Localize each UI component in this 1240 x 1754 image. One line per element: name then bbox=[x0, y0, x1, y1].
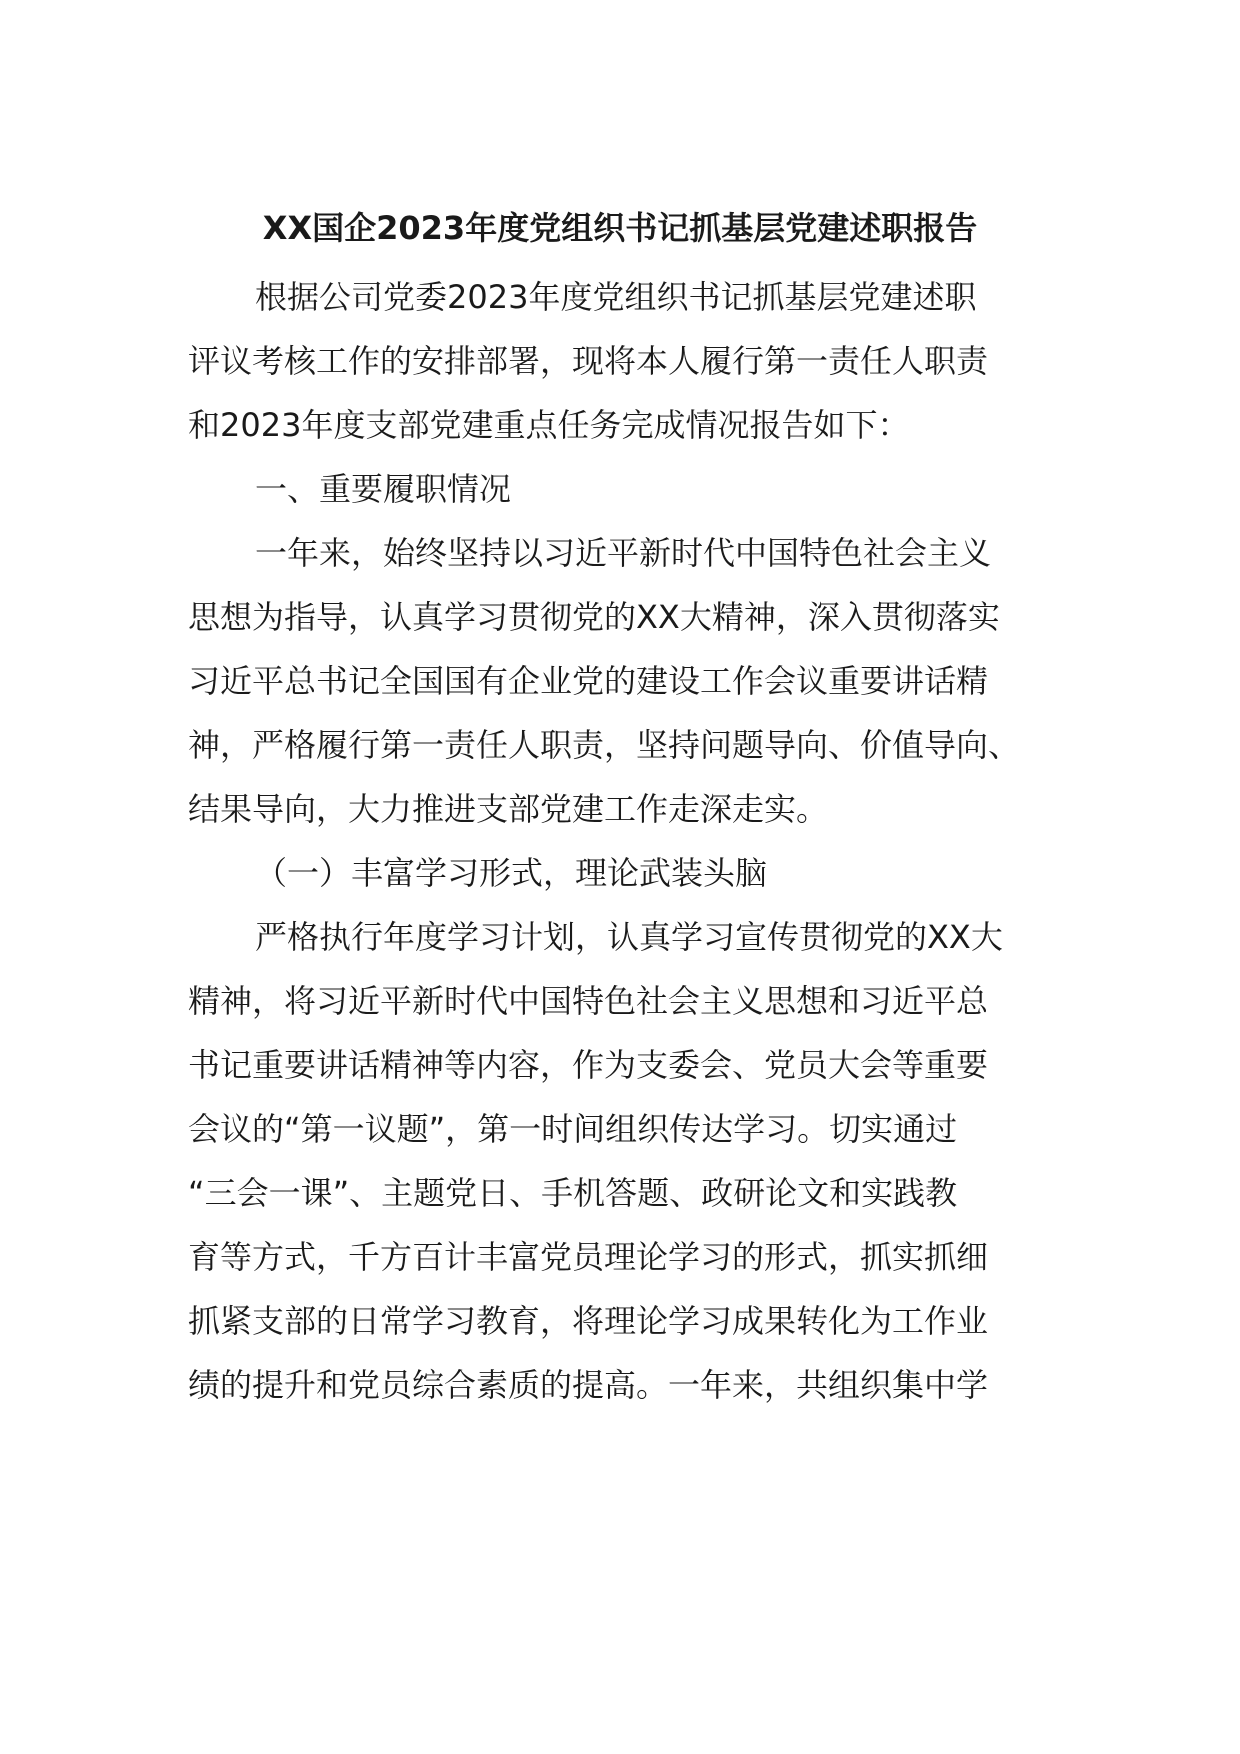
body-line-13: 书记重要讲话精神等内容，作为支委会、党员大会等重要 bbox=[188, 1046, 989, 1084]
body-line-3: 和2023年度支部党建重点任务完成情况报告如下： bbox=[188, 406, 910, 444]
document-title: XX国企2023年度党组织书记抓基层党建述职报告 bbox=[262, 209, 978, 247]
body-line-14: 会议的“第一议题”，第一时间组织传达学习。切实通过 bbox=[188, 1110, 958, 1148]
body-line-12: 精神，将习近平新时代中国特色社会主义思想和习近平总 bbox=[188, 982, 989, 1020]
body-line-17: 抓紧支部的日常学习教育，将理论学习成果转化为工作业 bbox=[188, 1302, 989, 1340]
body-line-1: 根据公司党委2023年度党组织书记抓基层党建述职 bbox=[255, 278, 977, 316]
body-line-5: 一年来，始终坚持以习近平新时代中国特色社会主义 bbox=[255, 534, 992, 572]
body-line-15: “三会一课”、主题党日、手机答题、政研论文和实践教 bbox=[188, 1174, 958, 1212]
subsection-heading-1: （一）丰富学习形式，理论武装头脑 bbox=[255, 854, 768, 892]
body-line-11: 严格执行年度学习计划，认真学习宣传贯彻党的XX大 bbox=[255, 918, 1003, 956]
body-line-2: 评议考核工作的安排部署，现将本人履行第一责任人职责 bbox=[188, 342, 989, 380]
section-heading-1: 一、重要履职情况 bbox=[255, 470, 512, 508]
body-line-9: 结果导向，大力推进支部党建工作走深走实。 bbox=[188, 790, 829, 828]
body-line-6: 思想为指导，认真学习贯彻党的XX大精神，深入贯彻落实 bbox=[188, 598, 1000, 636]
body-line-8: 神，严格履行第一责任人职责，坚持问题导向、价值导向、 bbox=[188, 726, 1021, 764]
body-line-7: 习近平总书记全国国有企业党的建设工作会议重要讲话精 bbox=[188, 662, 989, 700]
body-line-16: 育等方式，千方百计丰富党员理论学习的形式，抓实抓细 bbox=[188, 1238, 989, 1276]
body-line-18: 绩的提升和党员综合素质的提高。一年来，共组织集中学 bbox=[188, 1366, 989, 1404]
